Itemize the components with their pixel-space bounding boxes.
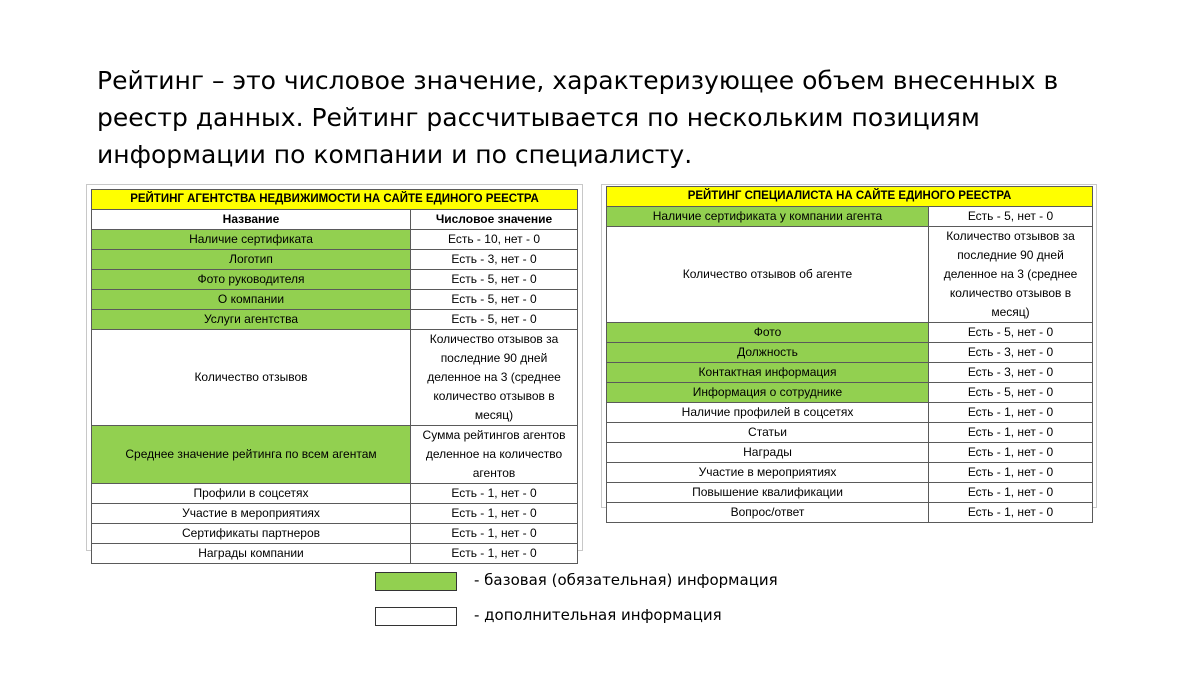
table-row [92, 330, 578, 426]
agency-row-value: Есть - 1, нет - 0 [411, 484, 578, 504]
specialist-row-name: Награды [607, 443, 929, 463]
agency-row-value: Есть - 3, нет - 0 [411, 250, 578, 270]
legend-base-label: - базовая (обязательная) информация [474, 571, 778, 589]
agency-table-title: РЕЙТИНГ АГЕНТСТВА НЕДВИЖИМОСТИ НА САЙТЕ ЕДИНОГО РЕЕСТРА [92, 190, 578, 210]
agency-row-name: Сертификаты партнеров [92, 524, 411, 544]
table-row [607, 503, 1093, 523]
agency-title-row [92, 190, 578, 210]
agency-row-name: Услуги агентства [92, 310, 411, 330]
agency-row-value: Есть - 1, нет - 0 [411, 504, 578, 524]
table-row [607, 403, 1093, 423]
agency-row-name: Логотип [92, 250, 411, 270]
table-row [92, 250, 578, 270]
specialist-rating-table [606, 186, 1093, 523]
agency-row-value: Есть - 5, нет - 0 [411, 310, 578, 330]
table-row [607, 323, 1093, 343]
specialist-row-name: Должность [607, 343, 929, 363]
agency-row-value: Количество отзывов за последние 90 дней деленное на 3 (среднее количество отзывов в месяц) [411, 330, 578, 426]
specialist-row-name: Наличие сертификата у компании агента [607, 207, 929, 227]
agency-row-name: О компании [92, 290, 411, 310]
intro-heading: Рейтинг – это числовое значение, характеризующее объем внесенных в реестр данных. Рейтинг рассчитывается по нескольким позициям информации по компании и по специалисту. [97, 66, 1059, 169]
agency-header-row [92, 210, 578, 230]
table-row [92, 270, 578, 290]
agency-row-name: Награды компании [92, 544, 411, 564]
agency-rating-sheet [86, 184, 583, 560]
table-row [92, 504, 578, 524]
table-row [607, 363, 1093, 383]
specialist-rating-sheet [601, 184, 1097, 519]
table-row [607, 483, 1093, 503]
agency-row-name: Количество отзывов [92, 330, 411, 426]
specialist-row-name: Статьи [607, 423, 929, 443]
specialist-table-title: РЕЙТИНГ СПЕЦИАЛИСТА НА САЙТЕ ЕДИНОГО РЕЕСТРА [607, 187, 1093, 207]
legend-base-swatch [375, 572, 457, 591]
agency-row-value: Есть - 1, нет - 0 [411, 544, 578, 564]
agency-rating-table [91, 189, 578, 564]
agency-col-name-header: Название [92, 210, 411, 230]
table-row [92, 310, 578, 330]
agency-row-value: Есть - 5, нет - 0 [411, 270, 578, 290]
specialist-row-value: Есть - 1, нет - 0 [929, 503, 1093, 523]
table-row [607, 207, 1093, 227]
specialist-row-value: Есть - 3, нет - 0 [929, 343, 1093, 363]
agency-row-name: Профили в соцсетях [92, 484, 411, 504]
agency-col-value-header: Числовое значение [411, 210, 578, 230]
specialist-row-name: Фото [607, 323, 929, 343]
table-row [92, 484, 578, 504]
table-row [607, 227, 1093, 323]
specialist-row-value: Есть - 1, нет - 0 [929, 463, 1093, 483]
specialist-title-row [607, 187, 1093, 207]
agency-row-value: Есть - 5, нет - 0 [411, 290, 578, 310]
agency-row-value: Сумма рейтингов агентов деленное на количество агентов [411, 426, 578, 484]
specialist-row-value: Есть - 1, нет - 0 [929, 423, 1093, 443]
agency-row-name: Среднее значение рейтинга по всем агентам [92, 426, 411, 484]
specialist-row-name: Контактная информация [607, 363, 929, 383]
specialist-row-value: Есть - 1, нет - 0 [929, 403, 1093, 423]
specialist-row-value: Есть - 5, нет - 0 [929, 383, 1093, 403]
table-row [92, 524, 578, 544]
specialist-row-name: Вопрос/ответ [607, 503, 929, 523]
specialist-row-value: Есть - 1, нет - 0 [929, 443, 1093, 463]
table-row [607, 343, 1093, 363]
specialist-row-value: Есть - 1, нет - 0 [929, 483, 1093, 503]
specialist-row-value: Есть - 5, нет - 0 [929, 207, 1093, 227]
specialist-row-value: Количество отзывов за последние 90 дней деленное на 3 (среднее количество отзывов в месяц) [929, 227, 1093, 323]
specialist-row-name: Повышение квалификации [607, 483, 929, 503]
table-row [607, 443, 1093, 463]
table-row [92, 230, 578, 250]
specialist-row-value: Есть - 3, нет - 0 [929, 363, 1093, 383]
specialist-row-name: Наличие профилей в соцсетях [607, 403, 929, 423]
table-row [607, 423, 1093, 443]
agency-row-value: Есть - 10, нет - 0 [411, 230, 578, 250]
specialist-row-name: Количество отзывов об агенте [607, 227, 929, 323]
table-row [92, 426, 578, 484]
table-row [607, 383, 1093, 403]
table-row [92, 544, 578, 564]
specialist-row-name: Участие в мероприятиях [607, 463, 929, 483]
agency-row-value: Есть - 1, нет - 0 [411, 524, 578, 544]
specialist-row-name: Информация о сотруднике [607, 383, 929, 403]
legend-additional-swatch [375, 607, 457, 626]
table-row [607, 463, 1093, 483]
agency-row-name: Наличие сертификата [92, 230, 411, 250]
agency-row-name: Фото руководителя [92, 270, 411, 290]
legend-additional-label: - дополнительная информация [474, 606, 722, 624]
table-row [92, 290, 578, 310]
specialist-row-value: Есть - 5, нет - 0 [929, 323, 1093, 343]
agency-row-name: Участие в мероприятиях [92, 504, 411, 524]
